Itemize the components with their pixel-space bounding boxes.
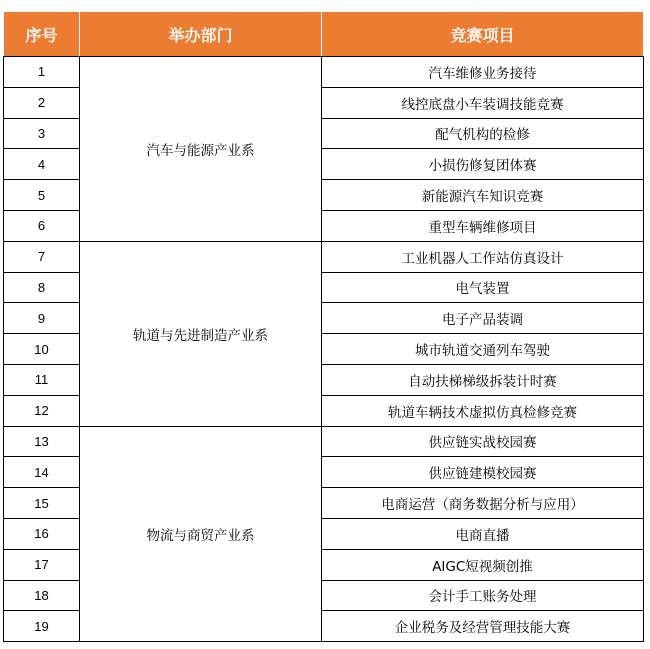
project-cell: 自动扶梯梯级拆装计时赛 (322, 364, 644, 395)
table-row (4, 241, 644, 272)
table-row (4, 426, 644, 457)
serial-number-cell: 14 (4, 457, 80, 488)
project-cell: 电商直播 (322, 518, 644, 549)
project-cell: 企业税务及经营管理技能大赛 (322, 611, 644, 642)
serial-number-cell: 4 (4, 149, 80, 180)
project-cell: 新能源汽车知识竞赛 (322, 180, 644, 211)
project-cell: 供应链建模校园赛 (322, 457, 644, 488)
serial-number-cell: 10 (4, 334, 80, 365)
serial-number-cell: 9 (4, 303, 80, 334)
serial-number-cell: 19 (4, 611, 80, 642)
serial-number-cell: 3 (4, 118, 80, 149)
project-cell: 电子产品装调 (322, 303, 644, 334)
serial-number-cell: 15 (4, 488, 80, 519)
project-cell: 小损伤修复团体赛 (322, 149, 644, 180)
serial-number-cell: 7 (4, 241, 80, 272)
header-competition-project: 竞赛项目 (322, 12, 644, 57)
serial-number-cell: 17 (4, 549, 80, 580)
table-header-row (4, 12, 644, 57)
project-cell: 电气装置 (322, 272, 644, 303)
department-cell: 物流与商贸产业系 (80, 426, 322, 642)
department-cell: 汽车与能源产业系 (80, 57, 322, 242)
table-row (4, 57, 644, 88)
serial-number-cell: 2 (4, 87, 80, 118)
serial-number-cell: 16 (4, 518, 80, 549)
project-cell: 轨道车辆技术虚拟仿真检修竞赛 (322, 395, 644, 426)
serial-number-cell: 1 (4, 57, 80, 88)
project-cell: 线控底盘小车装调技能竞赛 (322, 87, 644, 118)
serial-number-cell: 8 (4, 272, 80, 303)
serial-number-cell: 13 (4, 426, 80, 457)
serial-number-cell: 5 (4, 180, 80, 211)
project-cell: 会计手工账务处理 (322, 580, 644, 611)
project-cell: 重型车辆维修项目 (322, 210, 644, 241)
project-cell: 供应链实战校园赛 (322, 426, 644, 457)
header-department: 举办部门 (80, 12, 322, 57)
serial-number-cell: 12 (4, 395, 80, 426)
serial-number-cell: 18 (4, 580, 80, 611)
competition-table-container (3, 11, 644, 642)
project-cell: 城市轨道交通列车驾驶 (322, 334, 644, 365)
competition-table (3, 11, 644, 642)
project-cell: 电商运营（商务数据分析与应用） (322, 488, 644, 519)
project-cell: 工业机器人工作站仿真设计 (322, 241, 644, 272)
serial-number-cell: 6 (4, 210, 80, 241)
project-cell: AIGC短视频创推 (322, 549, 644, 580)
project-cell: 配气机构的检修 (322, 118, 644, 149)
department-cell: 轨道与先进制造产业系 (80, 241, 322, 426)
serial-number-cell: 11 (4, 364, 80, 395)
project-cell: 汽车维修业务接待 (322, 57, 644, 88)
header-serial-number: 序号 (4, 12, 80, 57)
